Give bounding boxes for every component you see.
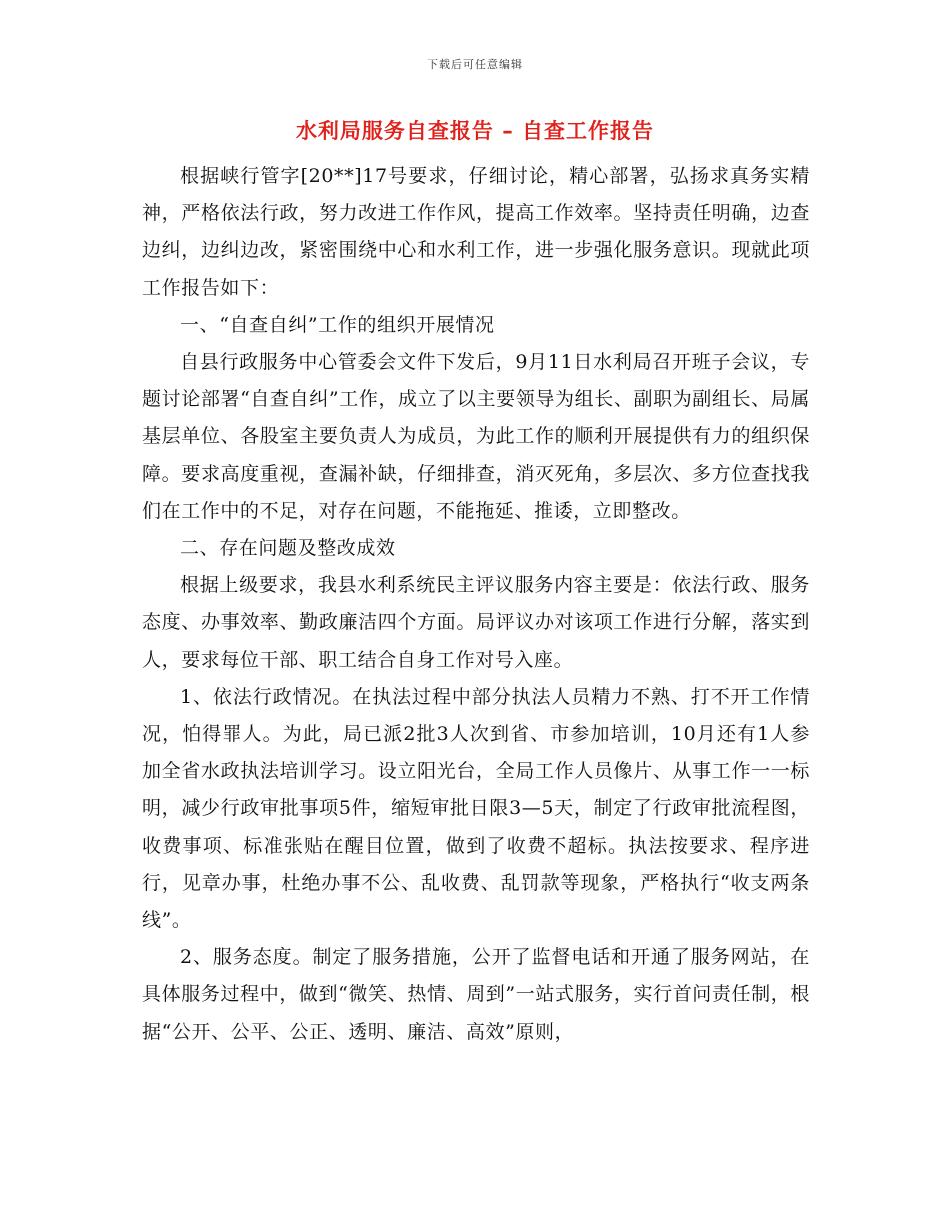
header-note: 下载后可任意编辑 bbox=[427, 58, 523, 71]
item-2-paragraph: 2、服务态度。制定了服务措施，公开了监督电话和开通了服务网站，在具体服务过程中，做到“微笑、热情、周到”一站式服务，实行首问责任制，根据“公开、公平、公正、透明、廉洁、高效”原则， bbox=[142, 946, 810, 1043]
section-heading-2: 二、存在问题及整改成效 bbox=[180, 537, 396, 560]
intro-paragraph: 根据峡行管字[20**]17号要求，仔细讨论，精心部署，弘扬求真务实精神，严格依法行政，努力改进工作作风，提高工作效率。坚持责任明确，边查边纠，边纠边改，紧密围绕中心和水利工作，进一步强化服务意识。现就此项工作报告如下： bbox=[142, 165, 810, 299]
section-1-paragraph: 自县行政服务中心管委会文件下发后，9月11日水利局召开班子会议，专题讨论部署“自查自纠”工作，成立了以主要领导为组长、副职为副组长、局属基层单位、各股室主要负责人为成员，为此工作的顺利开展提供有力的组织保障。要求高度重视，查漏补缺，仔细排查，消灭死角，多层次、多方位查找我们在工作中的不足，对存在问题，不能拖延、推诿，立即整改。 bbox=[142, 351, 810, 522]
item-1-paragraph: 1、依法行政情况。在执法过程中部分执法人员精力不熟、打不开工作情况，怕得罪人。为此，局已派2批3人次到省、市参加培训，10月还有1人参加全省水政执法培训学习。设立阳光台，全局工作人员像片、从事工作一一标明，减少行政审批事项5件，缩短审批日限3—5天，制定了行政审批流程图，收费事项、标准张贴在醒目位置，做到了收费不超标。执法按要求、程序进行，见章办事，杜绝办事不公、乱收费、乱罚款等现象，严格执行“收支两条线”。 bbox=[142, 685, 810, 932]
document-body bbox=[142, 158, 810, 1051]
document-title: 水利局服务自查报告 – 自查工作报告 bbox=[295, 119, 655, 143]
section-2-paragraph: 根据上级要求，我县水利系统民主评议服务内容主要是：依法行政、服务态度、办事效率、勤政廉洁四个方面。局评议办对该项工作进行分解，落实到人，要求每位干部、职工结合自身工作对号入座。 bbox=[142, 574, 810, 671]
section-heading-1: 一、“自查自纠”工作的组织开展情况 bbox=[180, 313, 495, 336]
